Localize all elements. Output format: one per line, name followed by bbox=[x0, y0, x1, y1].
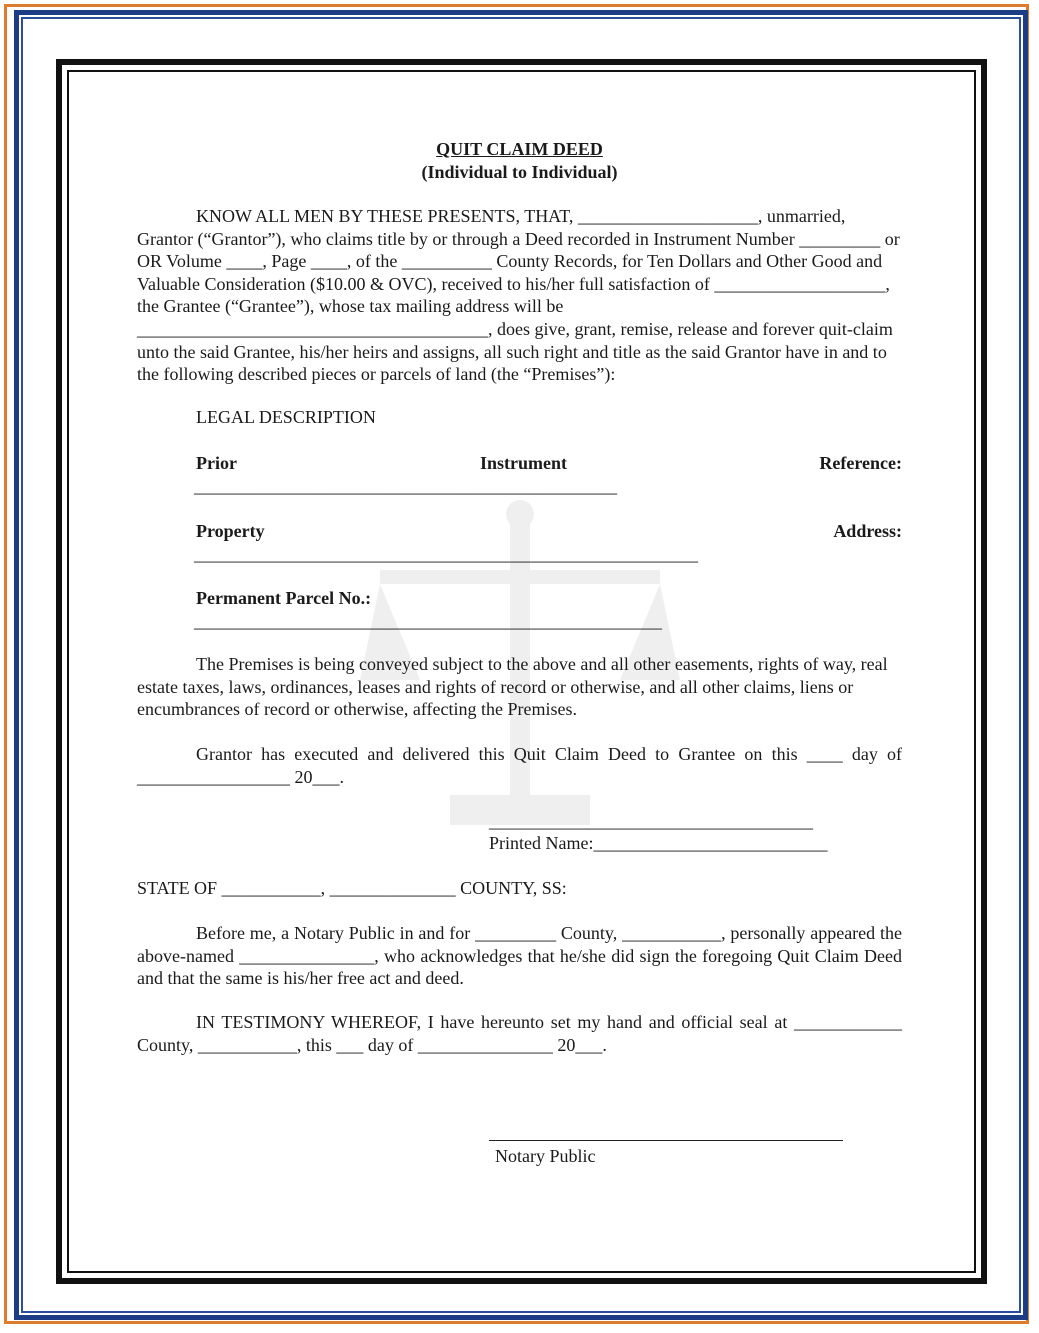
address-label: Address: bbox=[833, 521, 902, 541]
prior-reference-blank: _______________________________________________ bbox=[194, 476, 617, 496]
property-label: Property bbox=[196, 521, 265, 541]
prior-label: Prior bbox=[196, 453, 237, 473]
notary-public-label: Notary Public bbox=[495, 1146, 596, 1166]
notary-signature-line bbox=[489, 1140, 843, 1141]
document-subtitle: (Individual to Individual) bbox=[421, 162, 618, 182]
executed-paragraph: Grantor has executed and delivered this Quit Claim Deed to Grantee on this ____ day of _________________ 20___. bbox=[137, 744, 902, 787]
state-county-line: STATE OF ___________, ______________ COUNTY, SS: bbox=[137, 878, 567, 898]
parcel-label: Permanent Parcel No.: bbox=[196, 588, 372, 608]
printed-name-line: Printed Name:__________________________ bbox=[489, 833, 828, 853]
testimony-paragraph: IN TESTIMONY WHEREOF, I have hereunto set my hand and official seal at ____________ County, ___________, this ___ day of _______________ 20___. bbox=[137, 1012, 902, 1055]
document-title: QUIT CLAIM DEED bbox=[436, 139, 603, 159]
reference-label: Reference: bbox=[819, 453, 902, 473]
intro-paragraph: KNOW ALL MEN BY THESE PRESENTS, THAT, ____________________, unmarried, Grantor (“Grantor”), who claims title by or through a Deed recorded in Instrument Number _________ or OR Volume ____, Page ____, of the __________ County Records, for Ten Dollars and Other Good and Valuable Consideration ($10.00 & OVC), received to his/her full satisfaction of ___________________, the Grantee (“Grantee”), whose tax mailing address will be _______________________________________, does give, grant, remise, release and forever quit-claim unto the said Grantee, his/her heirs and assigns, all such right and title as the said Grantor have in and to the following described pieces or parcels of land (the “Premises”): bbox=[137, 206, 900, 385]
parcel-blank: ____________________________________________________ bbox=[194, 611, 662, 631]
property-address-blank: ________________________________________________________ bbox=[194, 544, 698, 564]
premises-paragraph: The Premises is being conveyed subject to the above and all other easements, rights of way, real estate taxes, laws, ordinances, leases and rights of record or otherwise, and all other claims, liens or encumbrances of record or otherwise, affecting the Premises. bbox=[137, 654, 888, 720]
signature-line: ____________________________________ bbox=[489, 811, 813, 831]
legal-description-heading: LEGAL DESCRIPTION bbox=[196, 407, 376, 427]
instrument-label: Instrument bbox=[480, 453, 568, 473]
notary-paragraph: Before me, a Notary Public in and for _________ County, ___________, personally appeared the above-named _______________, who acknowledges that he/she did sign the foregoing Quit Claim Deed and that the same is his/her free act and deed. bbox=[137, 923, 902, 989]
